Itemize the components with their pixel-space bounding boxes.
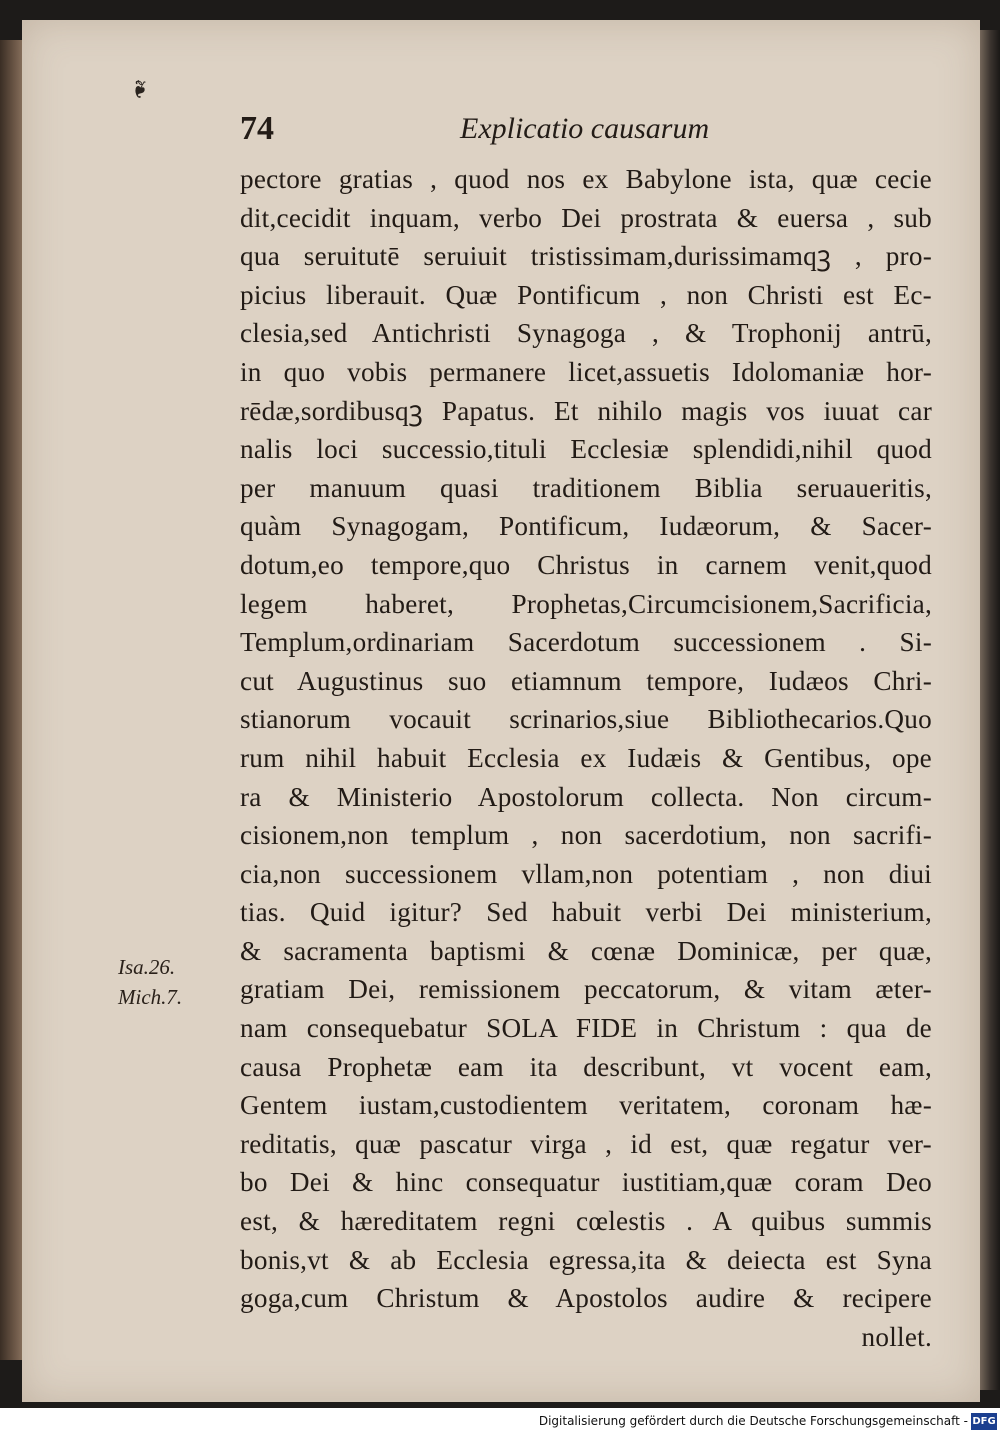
digitization-footer: [0, 1408, 1000, 1437]
text-line: qua seruitutē seruiuit tristissimam,durissimamqꝫ , pro-: [240, 241, 932, 272]
text-line: in quo vobis permanere licet,assuetis Idolomaniæ hor-: [240, 356, 932, 387]
funding-credit: Digitalisierung gefördert durch die Deutsche Forschungsgemeinschaft -: [538, 1414, 968, 1428]
text-line: ra & Ministerio Apostolorum collecta. Non circum-: [240, 781, 932, 812]
text-line: dit,cecidit inquam, verbo Dei prostrata & euersa , sub: [240, 202, 932, 233]
text-line: cisionem,non templum , non sacerdotium, non sacrifi-: [240, 820, 932, 851]
text-line: pectore gratias , quod nos ex Babylone ista, quæ cecie: [240, 164, 932, 194]
text-line: bonis,vt & ab Ecclesia egressa,ita & deiecta est Syna: [240, 1244, 932, 1275]
page-number: 74: [240, 110, 274, 147]
book-edge-left: [0, 40, 24, 1360]
text-line: cut Augustinus suo etiamnum tempore, Iudæos Chri-: [240, 665, 932, 696]
text-line: rēdæ,sordibusqꝫ Papatus. Et nihilo magis vos iuuat car: [240, 395, 932, 426]
text-line-final: nollet.: [861, 1321, 932, 1352]
text-line: nam consequebatur SOLA FIDE in Christum : qua de: [240, 1013, 932, 1044]
text-line: Templum,ordinariam Sacerdotum successionem . Si-: [240, 627, 932, 658]
text-line: Gentem iustam,custodientem veritatem, coronam hæ-: [240, 1090, 932, 1121]
page-header: [240, 110, 940, 150]
marginal-reference-micah: Mich.7.: [118, 985, 183, 1009]
text-line: tias. Quid igitur? Sed habuit verbi Dei ministerium,: [240, 897, 932, 928]
dfg-logo: DFG: [971, 1413, 997, 1430]
text-line: quàm Synagogam, Pontificum, Iudæorum, & Sacer-: [240, 511, 932, 542]
text-line: reditatis, quæ pascatur virga , id est, quæ regatur ver-: [240, 1128, 932, 1159]
text-line: nalis loci successio,tituli Ecclesiæ splendidi,nihil quod: [240, 434, 932, 465]
text-line: & sacramenta baptismi & cœnæ Dominicæ, per quæ,: [240, 935, 932, 966]
corner-ornament-icon: ❧: [124, 78, 154, 100]
text-line: picius liberauit. Quæ Pontificum , non Christi est Ec-: [240, 279, 932, 310]
text-line: est, & hæreditatem regni cœlestis . A quibus summis: [240, 1206, 932, 1237]
text-line: gratiam Dei, remissionem peccatorum, & vitam æter-: [240, 974, 932, 1005]
text-line: clesia,sed Antichristi Synagoga , & Trophonij antrū,: [240, 318, 932, 349]
text-line: stianorum vocauit scrinarios,siue Bibliothecarios.Quo: [240, 704, 932, 735]
text-line: causa Prophetæ eam ita describunt, vt vocent eam,: [240, 1051, 932, 1082]
text-line: per manuum quasi traditionem Biblia seruaueritis,: [240, 472, 932, 503]
text-line: bo Dei & hinc consequatur iustitiam,quæ coram Deo: [240, 1167, 932, 1198]
text-line: legem haberet, Prophetas,Circumcisionem,Sacrificia,: [240, 588, 932, 619]
marginal-reference-isaiah: Isa.26.: [118, 955, 176, 979]
text-line: goga,cum Christum & Apostolos audire & recipere: [240, 1283, 932, 1314]
body-text: [240, 160, 932, 1356]
text-line: rum nihil habuit Ecclesia ex Iudæis & Gentibus, ope: [240, 742, 932, 773]
text-line: cia,non successionem vllam,non potentiam , non diui: [240, 858, 932, 889]
running-title: Explicatio causarum: [460, 112, 710, 145]
text-line: dotum,eo tempore,quo Christus in carnem venit,quod: [240, 549, 932, 580]
